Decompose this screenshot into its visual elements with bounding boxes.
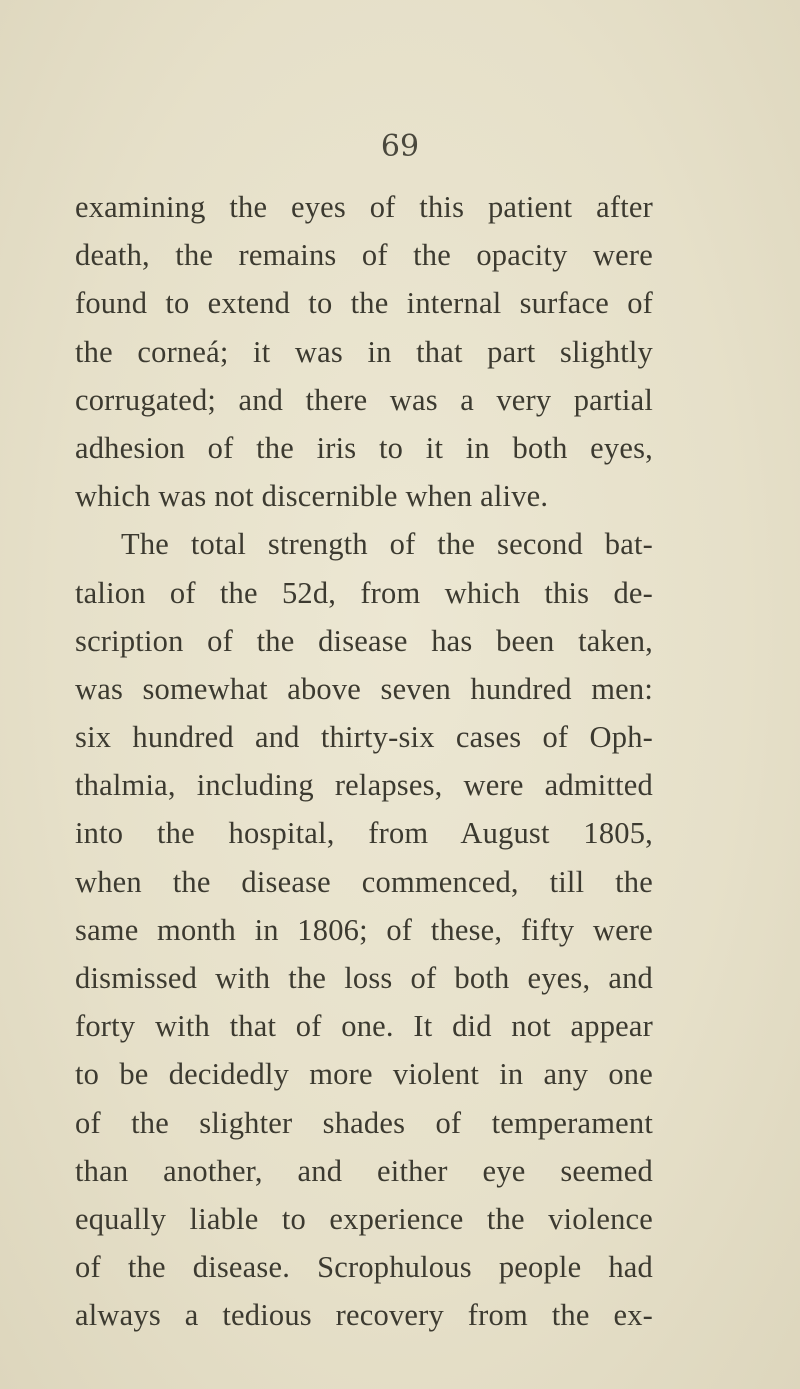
paragraph-1 [75, 183, 653, 520]
text-line: scription of the disease has been taken, [75, 623, 653, 658]
text-line: was somewhat above seven hundred men: [75, 671, 653, 706]
text-line: to be decidedly more violent in any one [75, 1057, 653, 1092]
text-line: which was not discernible when alive. [75, 479, 549, 514]
text-line: equally liable to experience the violence [75, 1201, 653, 1236]
text-line: forty with that of one. It did not appear [75, 1009, 653, 1044]
text-line: same month in 1806; of these, fifty were [75, 912, 653, 947]
text-line: always a tedious recovery from the ex- [75, 1298, 653, 1333]
text-line: The total strength of the second bat- [121, 527, 653, 562]
text-line: dismissed with the loss of both eyes, and [75, 961, 653, 995]
text-line: thalmia, including relapses, were admitted [75, 768, 653, 803]
text-line: into the hospital, from August 1805, [75, 816, 653, 851]
text-line: adhesion of the iris to it in both eyes, [75, 430, 653, 465]
text-line: found to extend to the internal surface of [75, 286, 653, 321]
text-line: the corneá; it was in that part slightly [75, 334, 653, 369]
text-line: when the disease commenced, till the [75, 864, 653, 899]
text-line: of the disease. Scrophulous people had [75, 1250, 653, 1285]
text-line: than another, and either eye seemed [75, 1153, 653, 1188]
text-line: of the slighter shades of temperament [75, 1105, 653, 1140]
text-line: corrugated; and there was a very partial [75, 382, 653, 417]
text-line: talion of the 52d, from which this de- [75, 575, 653, 610]
text-line: death, the remains of the opacity were [75, 238, 653, 273]
body-text [75, 183, 653, 1340]
paragraph-2 [75, 520, 653, 1339]
text-line: six hundred and thirty-six cases of Oph- [75, 720, 653, 755]
page-number: 69 [380, 129, 420, 164]
text-line: examining the eyes of this patient after [75, 190, 653, 224]
